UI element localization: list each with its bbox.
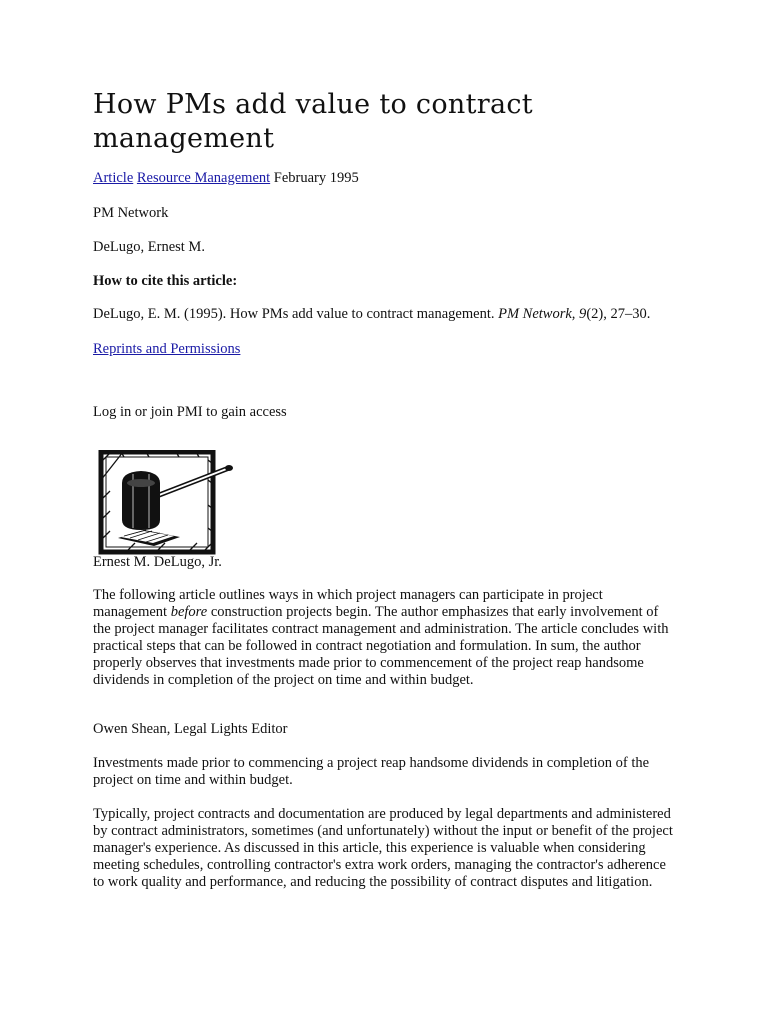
body-paragraph-2: Typically, project contracts and documentation are produced by legal departments and administered by contract administrators, sometimes (and unfortunately) without the input or benefit of the project manager's experience. As discussed in this article, this experience is valuable when considering meeting schedules, controlling contractor's extra work orders, managing the contractor's adherence to work quality and performance, and reducing the possibility of contract disputes and litigation. <box>93 806 673 890</box>
citation-text: DeLugo, E. M. (1995). How PMs add value to contract management. <box>93 306 499 322</box>
intro-emphasis: before <box>170 604 208 620</box>
byline: Ernest M. DeLugo, Jr. <box>93 554 222 570</box>
reprints-paragraph <box>93 341 673 358</box>
intro-text: The following article outlines ways in which project managers can participate in project management <box>93 587 603 620</box>
cite-heading: How to cite this article: <box>93 273 238 289</box>
citation-pages: (2), 27–30. <box>586 306 651 322</box>
intro-paragraph <box>93 587 673 689</box>
access-message: Log in or join PMI to gain access <box>93 404 287 420</box>
article-title: How PMs add value to contract management <box>93 89 533 154</box>
reprints-link[interactable]: Reprints and Permissions <box>93 341 241 357</box>
intro-text-continued: construction projects begin. The author emphasizes that early involvement of the project manager facilitates contract management and administration. The article concludes with practical steps that can be followed in contract negotiation and formulation. In sum, the author properly observes that investments made prior to commencement of the project reap handsome dividends in completion of the project on time and within budget. <box>93 604 669 688</box>
category-link[interactable]: Resource Management <box>136 170 271 186</box>
author-name: DeLugo, Ernest M. <box>93 239 205 255</box>
body-paragraph-1: Investments made prior to commencing a project reap handsome dividends in completion of the project on time and within budget. <box>93 755 650 788</box>
publication-name: PM Network <box>93 205 169 221</box>
gavel-icon <box>96 450 236 555</box>
article-type-link[interactable]: Article <box>93 170 134 186</box>
citation-journal: PM Network, 9 <box>498 306 587 322</box>
publication-date: February 1995 <box>273 170 359 186</box>
article-meta <box>93 170 673 187</box>
citation <box>93 306 673 323</box>
editor-credit: Owen Shean, Legal Lights Editor <box>93 721 288 737</box>
